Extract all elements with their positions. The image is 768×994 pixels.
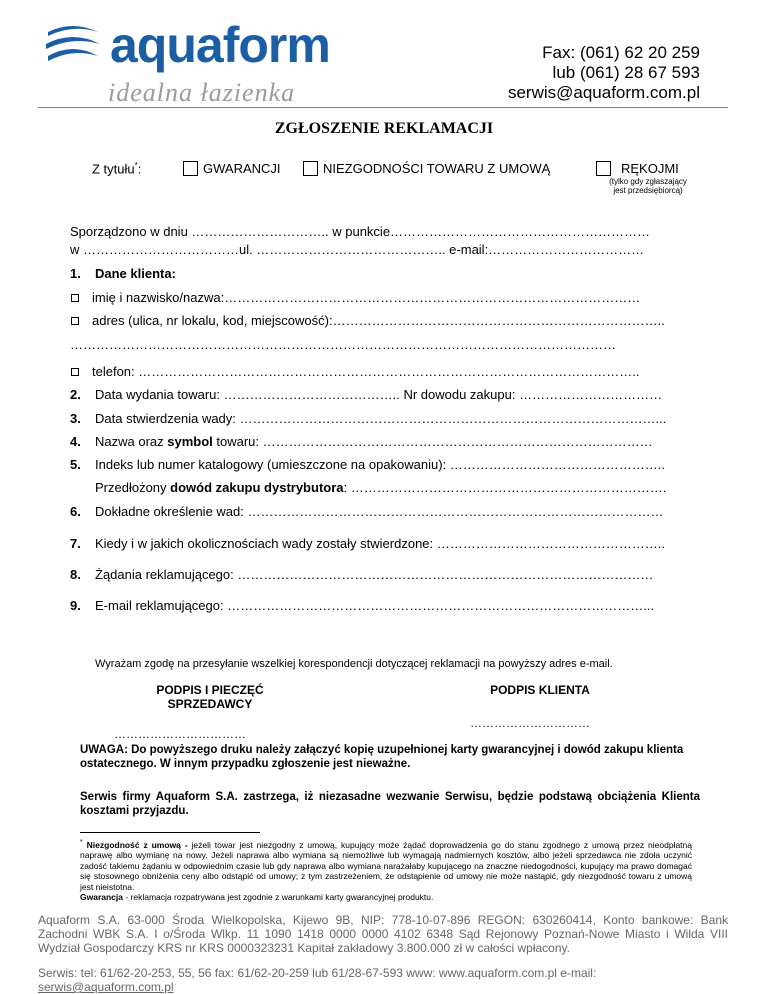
catalog-number-field[interactable]: Indeks lub numer katalogowy (umieszczone na opakowaniu): ………………………………………….. <box>95 457 666 472</box>
aquaform-logo-icon <box>44 22 102 64</box>
service-email-link[interactable]: serwis@aquaform.com.pl <box>38 980 174 994</box>
name-field[interactable]: imię i nazwisko/nazwa:…………………………………………………………………………………… <box>92 290 641 305</box>
client-signature-line[interactable]: ………………………… <box>470 716 590 730</box>
option-gwarancji: GWARANCJI <box>203 161 281 176</box>
warning-text: UWAGA: Do powyższego druku należy załączyć kopię uzupełnionej karty gwarancyjnej i dowód zakupu klienta ostatecznego. W innym przypadku zgłoszenie jest nieważne. <box>80 744 684 770</box>
address-field-continued[interactable]: ……………………………………………………………………………………………………………… <box>70 337 616 352</box>
address-field[interactable]: adres (ulica, nr lokalu, kod, miejscowość):………………………………………………………………….. <box>92 313 665 328</box>
defect-date-field[interactable]: Data stwierdzenia wady: ……………………………………………………………………………………... <box>95 411 667 426</box>
defect-description-field[interactable]: Dokładne określenie wad: …………………………………………………………………………………… <box>95 504 664 519</box>
section-2-number: 2. <box>70 387 81 402</box>
section-6-number: 6. <box>70 504 81 519</box>
section-8-number: 8. <box>70 567 81 582</box>
claim-demands-field[interactable]: Żądania reklamującego: …………………………………………………………………………………… <box>95 567 654 582</box>
service-notice: Serwis firmy Aquaform S.A. zastrzega, iż niezasadne wezwanie Serwisu, będzie podstawą obciążenia Klienta kosztami przyjazdu. <box>80 791 700 817</box>
bullet-icon <box>71 294 79 302</box>
section-5-number: 5. <box>70 457 81 472</box>
checkbox-rekojmi[interactable] <box>596 161 611 176</box>
contact-alt-phone: lub (061) 28 67 593 <box>552 63 700 82</box>
claimant-email-field[interactable]: E-mail reklamującego: ……………………………………………………………………………………... <box>95 598 655 613</box>
footnote-divider <box>80 832 260 833</box>
section-1-number: 1. <box>70 266 81 281</box>
form-title: ZGŁOSZENIE REKLAMACJI <box>274 120 494 137</box>
section-1-title: Dane klienta: <box>95 266 176 281</box>
brand-tagline: idealna łazienka <box>108 78 296 107</box>
brand-name: aquaform <box>110 17 330 73</box>
tytul-label: Z tytułu*: <box>92 161 142 177</box>
company-info: Aquaform S.A. 63-000 Środa Wielkopolska, Kijewo 9B, NIP: 778-10-07-896 REGON: 630260414, Konto bankowe: Bank Zachodni WBK S.A. I o/Środa Wlkp. 11 1090 1418 0000 0000 4102 6348 Sąd Rejonowy Poznań-Nowe Miasto i Wilda VIII Wydział Gospodarczy KRS nr KRS 0000323231 Kapitał zakładowy 3.800.000 zł w całości wpłacony. <box>38 913 728 955</box>
bullet-icon <box>71 317 79 325</box>
rekojmi-note: (tylko gdy zgłaszający jest przedsiębiorcą) <box>609 177 687 195</box>
consent-text: Wyrażam zgodę na przesyłanie wszelkiej korespondencji dotyczącej reklamacji na powyższy adres e-mail. <box>95 658 613 670</box>
checkbox-gwarancji[interactable] <box>183 161 198 176</box>
footnote: * Niezgodność z umową - jeżeli towar jest niezgodny z umową, kupujący może żądać doprowadzenia go do stanu zgodnego z umową przez nieodpłatną naprawę albo wymianę na nowy. Jeżeli naprawa albo wymiana są niemożliwe lub wymagają nadmiernych kosztów, albo jeżeli sprzedawca nie zdoła uczynić zadość takiemu żądaniu w odpowiednim czasie lub gdy naprawa albo wymiana narażałaby kupującego na znaczne niedogodności, kupujący ma prawo domagać się stosownego obniżenia ceny albo odstąpić od umowy; z tym zastrzeżeniem, że odstąpienie od umowy nie może nastąpić, gdy niezgodność towaru z umową jest nieistotna. Gwarancja - reklamacja rozpatrywana jest zgodnie z warunkami karty gwarancyjnej produktu. <box>80 838 692 903</box>
seller-signature-line[interactable]: …………………………… <box>114 727 246 741</box>
contact-fax: Fax: (061) 62 20 259 <box>542 43 700 62</box>
section-3-number: 3. <box>70 411 81 426</box>
option-rekojmi: RĘKOJMI <box>621 161 679 176</box>
phone-field[interactable]: telefon: …………………………………………………………………………………………………….. <box>92 364 640 379</box>
header-divider <box>38 107 728 108</box>
option-niezgodnosci: NIEZGODNOŚCI TOWARU Z UMOWĄ <box>323 161 551 176</box>
contact-email: serwis@aquaform.com.pl <box>507 83 700 102</box>
delivery-date-field[interactable]: Data wydania towaru: ………………………………….. Nr dowodu zakupu: …………………………… <box>95 387 663 402</box>
bullet-icon <box>71 368 79 376</box>
client-signature-label: PODPIS KLIENTA <box>490 683 590 697</box>
date-place-line[interactable]: Sporządzono w dniu ………………………….. w punkcie…………………………………………………… <box>70 224 651 239</box>
checkbox-niezgodnosci[interactable] <box>303 161 318 176</box>
section-7-number: 7. <box>70 536 81 551</box>
circumstances-field[interactable]: Kiedy i w jakich okolicznościach wady zostały stwierdzone: …………………………………………….. <box>95 536 665 551</box>
section-4-number: 4. <box>70 434 81 449</box>
address-email-line[interactable]: w ………………………………ul. …………………………………….. e-mail:……………………………… <box>70 242 645 257</box>
proof-of-purchase-field[interactable]: Przedłożony dowód zakupu dystrybutora: ………………………………………………………………. <box>95 480 667 495</box>
product-name-field[interactable]: Nazwa oraz symbol towaru: ……………………………………………………………………………… <box>95 434 653 449</box>
service-contact-line: Serwis: tel: 61/62-20-253, 55, 56 fax: 61/62-20-259 lub 61/28-67-593 www: www.aquaform.com.pl e-mail: serwis@aquaform.com.pl <box>38 966 597 994</box>
section-9-number: 9. <box>70 598 81 613</box>
seller-signature-label: PODPIS I PIECZĘĆ SPRZEDAWCY <box>156 683 264 711</box>
